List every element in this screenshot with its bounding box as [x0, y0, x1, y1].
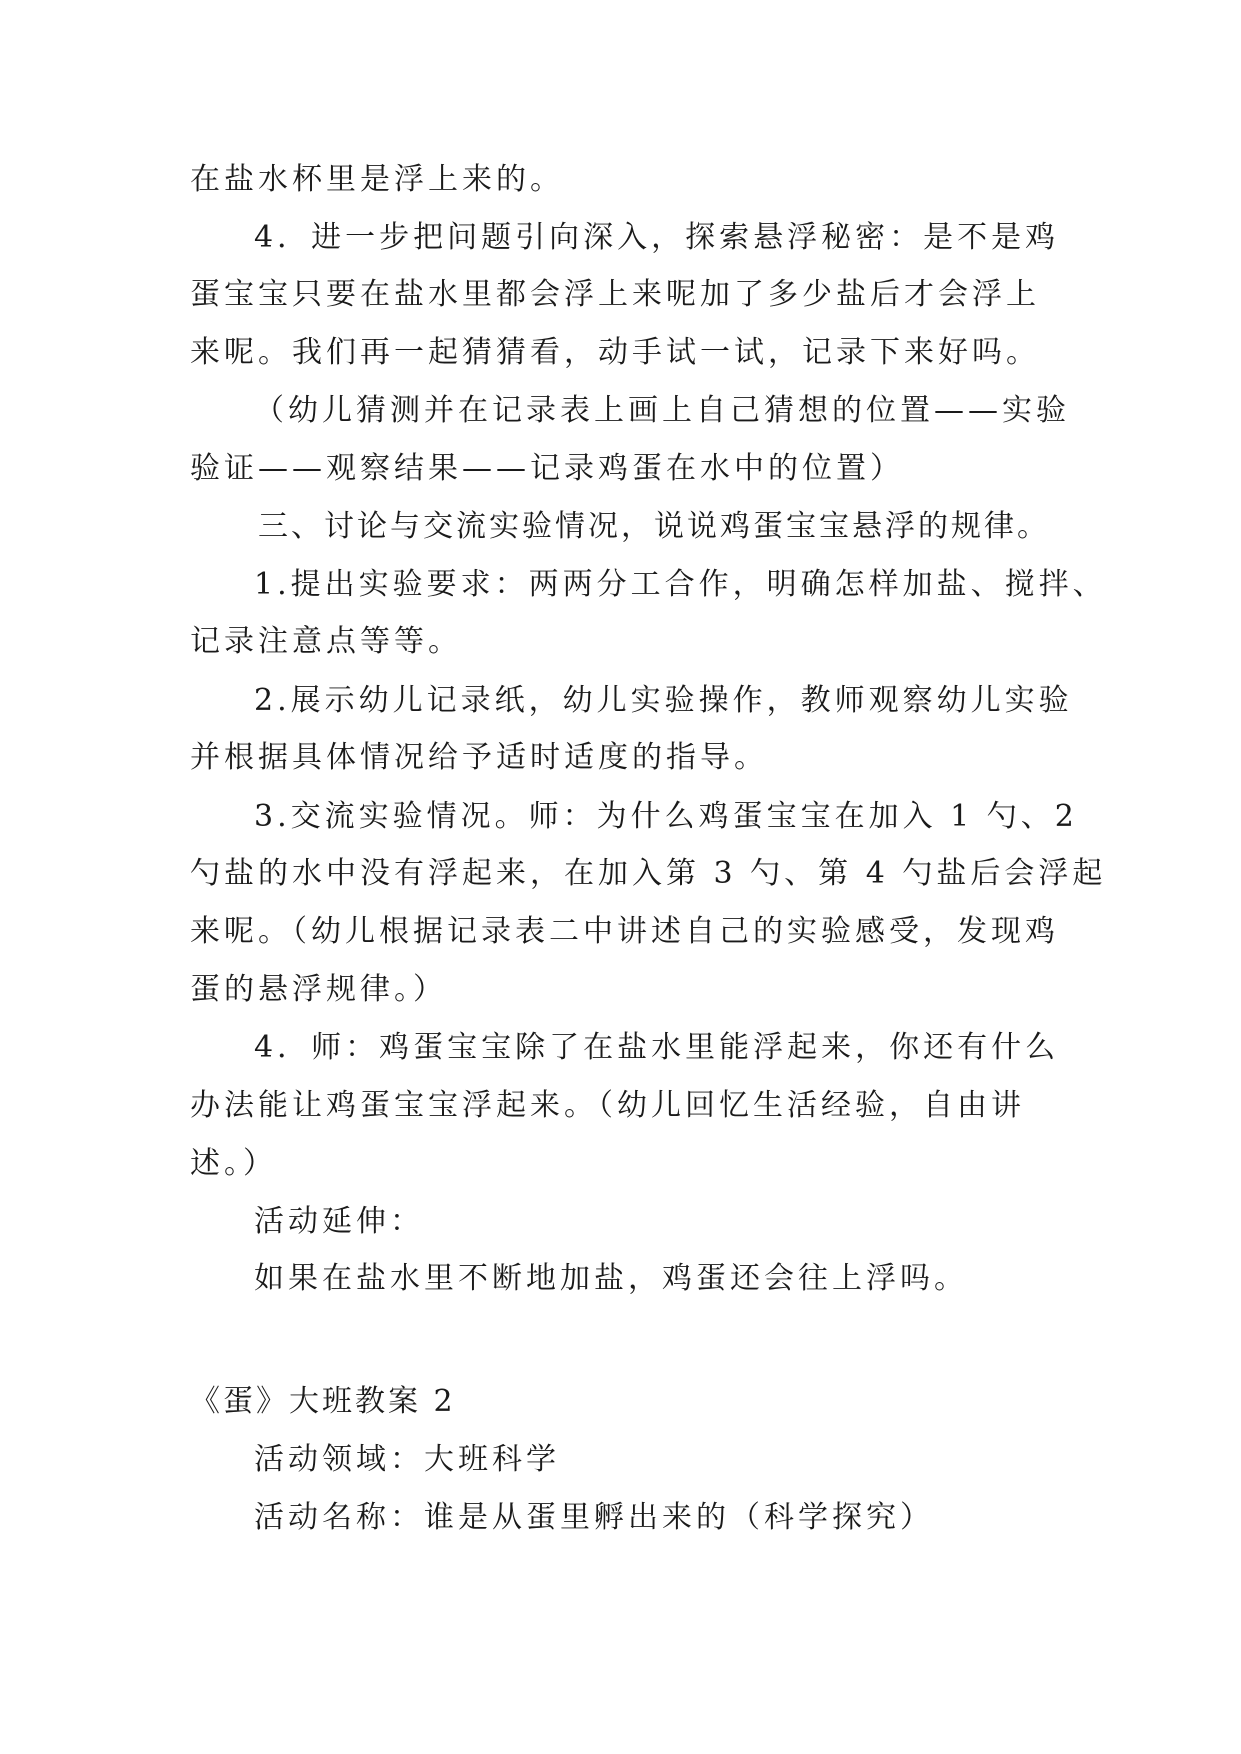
- paragraph-line: 1.提出实验要求：两两分工合作，明确怎样加盐、搅拌、: [254, 567, 1107, 602]
- paragraph-line: 述。）: [190, 1146, 277, 1181]
- paragraph-line: 3.交流实验情况。师：为什么鸡蛋宝宝在加入 1 勺、2: [254, 799, 1078, 834]
- paragraph-line: 来呢。（幼儿根据记录表二中讲述自己的实验感受，发现鸡: [190, 914, 1059, 949]
- paragraph-line: 如果在盐水里不断地加盐，鸡蛋还会往上浮吗。: [254, 1261, 968, 1296]
- section-heading: 活动延伸：: [254, 1204, 424, 1239]
- document-title: 《蛋》大班教案 2: [190, 1384, 456, 1419]
- paragraph-line: 并根据具体情况给予适时适度的指导。: [190, 740, 768, 775]
- paragraph-line: 记录注意点等等。: [190, 624, 462, 659]
- section-heading: 三、讨论与交流实验情况，说说鸡蛋宝宝悬浮的规律。: [258, 509, 1050, 544]
- paragraph-line: 验证——观察结果——记录鸡蛋在水中的位置）: [190, 451, 904, 486]
- paragraph-line: 4．进一步把问题引向深入，探索悬浮秘密：是不是鸡: [254, 220, 1060, 255]
- paragraph-line: 活动领域：大班科学: [254, 1442, 560, 1477]
- paragraph-line: 蛋的悬浮规律。）: [190, 972, 447, 1007]
- paragraph-line: （幼儿猜测并在记录表上画上自己猜想的位置——实验: [254, 393, 1070, 428]
- paragraph-line: 蛋宝宝只要在盐水里都会浮上来呢加了多少盐后才会浮上: [190, 277, 1040, 312]
- paragraph-line: 活动名称：谁是从蛋里孵出来的（科学探究）: [254, 1500, 934, 1535]
- paragraph-line: 来呢。我们再一起猜猜看，动手试一试，记录下来好吗。: [190, 335, 1040, 370]
- paragraph-line: 勺盐的水中没有浮起来，在加入第 3 勺、第 4 勺盐后会浮起: [190, 856, 1107, 891]
- paragraph-line: 2.展示幼儿记录纸，幼儿实验操作，教师观察幼儿实验: [254, 683, 1073, 718]
- paragraph-line: 在盐水杯里是浮上来的。: [190, 162, 564, 197]
- paragraph-line: 办法能让鸡蛋宝宝浮起来。（幼儿回忆生活经验，自由讲: [190, 1088, 1025, 1123]
- paragraph-line: 4．师：鸡蛋宝宝除了在盐水里能浮起来，你还有什么: [254, 1030, 1060, 1065]
